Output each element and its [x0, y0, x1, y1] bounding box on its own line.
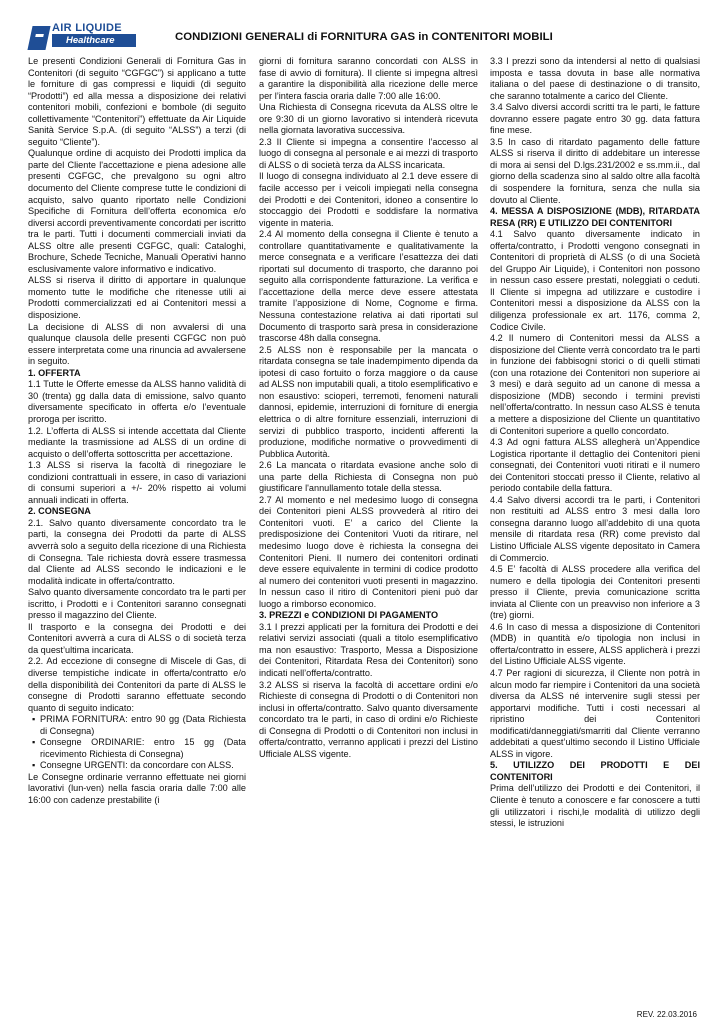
list-item: ▪ Consegne URGENTI: da concordare con ALSS. [28, 760, 246, 772]
paragraph: 2.5 ALSS non è responsabile per la mancata o ritardata consegna se tale inadempimento dipenda da ipotesi di caso fortuito o forza maggiore o da cause ad ALSS non imputabili quali, a titolo esemplificativo e non esaustivo: scioperi, terremoti, fenomeni naturali dannosi, epidemie, interruzioni di forniture di energia elettrica o di altre forniture essenziali, interruzioni di servizi di pubblico trasporto, incidenti afferenti la produzione, modifiche normative o provvedimenti di Pubblica Autorità. [259, 344, 478, 459]
paragraph: 4.3 Ad ogni fattura ALSS allegherà un’Appendice Logistica riportante il dettaglio dei Contenitori pieni consegnati, dei Contenitori vuoti ritirati e il numero dei Contenitori stoccati presso il Cliente, relativo al periodo contabile della fattura. [490, 437, 700, 494]
paragraph: 1.2. L’offerta di ALSS si intende accettata dal Cliente mediante la trasmissione ad ALSS di un ordine di acquisto o dell’offerta sottoscritta per accettazione. [28, 425, 246, 459]
paragraph: ALSS si riserva il diritto di apportare in qualunque momento tutte le modifiche che ritenesse utili ai Prodotti commercializzati ed ai Contenitori messi a disposizione. [28, 275, 246, 321]
paragraph: Una Richiesta di Consegna ricevuta da ALSS oltre le ore 9:30 di un giorno lavorativo si intenderà ricevuta nella giornata lavorativa successiva. [259, 102, 478, 136]
section-heading: 5. UTILIZZO DEI PRODOTTI E DEI CONTENITORI [490, 760, 700, 782]
text-column-2 [259, 56, 478, 1014]
paragraph: 4.2 Il numero di Contenitori messi da ALSS a disposizione del Cliente verrà concordato tra le parti in funzione dei fabbisogni storici o di quelli stimati (con una rotazione dei Contenitori non superiore ai 3 mesi) e darà seguito ad un canone di messa a disposizione (MDB) secondo i termini previsti nell’offerta/contratto. In nessun caso ALSS è tenuta a mettere a disposizione del Cliente un quantitativo di Contenitori superiore a quello concordato. [490, 333, 700, 436]
paragraph: 3.1 I prezzi applicati per la fornitura dei Prodotti e dei relativi servizi associati (quali a titolo esemplificativo ma non esaustivo: Trasporto, Messa a Disposizione dei Contenitori, Ritardata Resa dei Contenitori) sono indicati nell’offerta/contratto. [259, 621, 478, 678]
paragraph: 4.5 E’ facoltà di ALSS procedere alla verifica del numero e della tipologia dei Contenitori presenti presso il Cliente, previa comunicazione scritta inviata al Cliente con un preavviso non inferiore a 3 (tre) giorni. [490, 564, 700, 621]
paragraph: 2.4 Al momento della consegna il Cliente è tenuto a controllare quantitativamente e qualitativamente la merce consegnata e a verificare l’esattezza dei dati riportati sul documento di trasporto, che daranno poi seguito alla corrispondente fatturazione. La verifica e l’accettazione della merce deve essere attestata tramite l’apposizione di Nome, Cognome e firma. Nessuna contestazione relativa ai dati riportati sul Documento di trasporto sarà presa in considerazione trascorse 48h dalla consegna. [259, 229, 478, 344]
paragraph: La decisione di ALSS di non avvalersi di una qualunque clausola delle presenti CGFGC non può essere interpretata come una rinuncia ad avvalersene in seguito. [28, 321, 246, 367]
paragraph: Il luogo di consegna individuato al 2.1 deve essere di facile accesso per i veicoli impiegati nella consegna dei Prodotti e dei Contenitori, idoneo a consentire lo stoccaggio dei Prodotti e soddisfare la normativa vigente in materia. [259, 171, 478, 228]
section-heading: 4. MESSA A DISPOSIZIONE (MDB), RITARDATA RESA (RR) E UTILIZZO DEI CONTENITORI [490, 206, 700, 228]
section-heading: 2. CONSEGNA [28, 506, 91, 517]
paragraph: Prima dell’utilizzo dei Prodotti e dei Contenitori, il Cliente è tenuto a conoscere e far conoscere a tutti gli utilizzatori i rischi,le modalità di utilizzo degli stessi, le istruzioni [490, 783, 700, 829]
text-column-3 [490, 56, 700, 1014]
paragraph: 3.3 I prezzi sono da intendersi al netto di qualsiasi imposta e tassa dovuta in base alle normativa italiana o del paese di destinazione o di transito, che saranno totalmente a carico del Cliente. [490, 56, 700, 101]
paragraph: 2.1. Salvo quanto diversamente concordato tra le parti, la consegna dei Prodotti da parte di ALSS avverrà solo a seguito della ricezione di una Richiesta di Consegna. Tale richiesta dovrà essere trasmessa dal Cliente ad ALSS secondo le indicazioni e le modalità indicate in offerta/contratto. [28, 517, 246, 586]
section-heading: 1. OFFERTA [28, 367, 81, 378]
paragraph: 4.1 Salvo quanto diversamente indicato in offerta/contratto, i Prodotti vengono consegnati in Contenitori di proprietà di ALSS (o di una Società del Gruppo Air Liquide), i Contenitori non possono in nessun caso essere prestati, noleggiati o ceduti. Il Cliente si impegna ad utilizzare e custodire i Contenitori messi a disposizione da ALSS con la diligenza professionale ex art. 1176, comma 2, Codice Civile. [490, 229, 700, 332]
list-item: ▪ PRIMA FORNITURA: entro 90 gg (Data Richiesta di Consegna) [28, 714, 246, 737]
paragraph: 2.3 Il Cliente si impegna a consentire l’accesso al luogo di consegna al personale e ai mezzi di trasporto di ALSS o di società terza da ALSS incaricata. [259, 136, 478, 170]
paragraph: 1.1 Tutte le Offerte emesse da ALSS hanno validità di 30 (trenta) gg dalla data di emissione, salvo quanto diversamente specificato in offerta e/o l’eventuale proroga per iscritto. [28, 379, 246, 424]
paragraph: 3.5 In caso di ritardato pagamento delle fatture ALSS si riserva il diritto di addebitare un interesse di mora ai sensi del D.lgs.231/2002 e ss.mm.ii., dal giorno della scadenza sino al saldo oltre alla facoltà di sospendere la fornitura, senza che nulla sia dovuto al Cliente. [490, 136, 700, 205]
text-column-1 [28, 56, 246, 1014]
paragraph: Salvo quanto diversamente concordato tra le parti per iscritto, i Prodotti e i Contenitori saranno consegnati presso il magazzino del Cliente. [28, 587, 246, 621]
logo-subtitle: Healthcare [52, 34, 136, 47]
paragraph: 1.3 ALSS si riserva la facoltà di rinegoziare le condizioni contrattuali in essere, in caso di variazioni di consumi superiori a +/- 20% rispetto ai volumi annuali indicati in offerta. [28, 460, 246, 505]
list-item: ▪ Consegne ORDINARIE: entro 15 gg (Data ricevimento Richiesta di Consegna) [28, 737, 246, 760]
bullet-list [28, 714, 246, 772]
document-title: CONDIZIONI GENERALI di FORNITURA GAS in CONTENITORI MOBILI [175, 31, 553, 43]
paragraph: 4.7 Per ragioni di sicurezza, il Cliente non potrà in alcun modo far riempire i Contenitori da una società diversa da ALSS né intervenire sugli stessi per apportarvi modifiche. Tutti i costi necessari al ripristino dei Contenitori modificati/danneggiati/smarriti dal Cliente verranno addebitati a quest’ultimo secondo il Listino Ufficiale ALSS in vigore. [490, 667, 700, 759]
paragraph: Le Consegne ordinarie verranno effettuate nei giorni lavorativi (lun-ven) nella fascia oraria dalle 7:00 alle 16:00 con cadenze prestabilite (i [28, 771, 246, 805]
paragraph: 2.7 Al momento e nel medesimo luogo di consegna dei Contenitori pieni ALSS provvederà al ritiro dei Contenitori vuoti. E’ a carico del Cliente la predisposizione dei Contenitori Vuoti da ritirare, nel medesimo luogo dove è richiesta la consegna dei Contenitori Pieni. Il numero dei contenitori ordinati deve essere equivalente in termini di codice prodotto al numero dei contenitori vuoti presenti in magazzino. In nessun caso il ritiro di Contenitori pieni può dar luogo a rimborso economico. [259, 494, 478, 609]
paragraph: 2.2. Ad eccezione di consegne di Miscele di Gas, di diverse tempistiche indicate in offerta/contratto e/o della disponibilità dei Contenitori da parte di ALSS le consegne di Prodotti saranno effettuate secondo quanto di seguito indicato: [28, 656, 246, 713]
paragraph: giorni di fornitura saranno concordati con ALSS in fase di avvio di fornitura). Il cliente si impegna altresì a garantire la disponibilità alla ricezione delle merce per l’intera fascia oraria dalle 7:00 alle 16:00. [259, 56, 478, 101]
air-liquide-logo [30, 22, 138, 52]
logo-mark-icon [27, 26, 50, 50]
paragraph: 3.4 Salvo diversi accordi scritti tra le parti, le fatture dovranno essere pagate entro 30 gg. data fattura fine mese. [490, 102, 700, 136]
paragraph: 4.4 Salvo diversi accordi tra le parti, i Contenitori non restituiti ad ALSS entro 3 mesi dalla loro consegna daranno luogo all’addebito di una quota mensile di ritardata resa (RR) come previsto dal Listino Ufficiale ALSS vigente depositato in Camera di Commercio. [490, 494, 700, 563]
paragraph: Qualunque ordine di acquisto dei Prodotti implica da parte del Cliente l'accettazione e piena adesione alle presenti CGFGC, che prevalgono su ogni altro documento del Cliente comprese tutte le condizioni di acquisto, salvo quanto riportato nelle Condizioni Specifiche di Fornitura dell’offerta economica e/o diversi accordi preventivamente concordati per iscritto tra le parti. Tutti i documenti commerciali inviati da ALSS oltre alle presenti CGFGC, quali: Cataloghi, Brochure, Schede Tecniche, Manuali Operativi hanno esclusivamente valore informativo e indicativo. [28, 148, 246, 274]
paragraph: 4.6 In caso di messa a disposizione di Contenitori (MDB) in quantità e/o tipologia non inclusi in offerta/contratto in essere, ALSS applicherà i prezzi del Listino Ufficiale ALSS vigente. [490, 621, 700, 667]
logo-name: AIR LIQUIDE [52, 22, 122, 34]
paragraph: 2.6 La mancata o ritardata evasione anche solo di una parte della Richiesta di Consegna non può giustificare l'annullamento totale della stessa. [259, 460, 478, 494]
revision-label: REV. 22.03.2016 [636, 1010, 697, 1019]
paragraph: Il trasporto e la consegna dei Prodotti e dei Contenitori avverrà a cura di ALSS o di società terza da quest’ultima incaricata. [28, 621, 246, 655]
paragraph: Le presenti Condizioni Generali di Fornitura Gas in Contenitori (di seguito “CGFGC”) si applicano a tutte le forniture di gas compressi e liquidi (di seguito “Prodotti”) ed alla messa a disposizione dei relativi contenitori mobili, confezioni e bombole (di seguito collettivamente “Contenitori”) effettuate da Air Liquide Sanità Service S.p.A. (di seguito “ALSS”) a terzi (di seguito “Cliente”). [28, 56, 246, 147]
paragraph: 3.2 ALSS si riserva la facoltà di accettare ordini e/o Richieste di consegna di Prodotti o di Contenitori non inclusi in offerta/contratto. Salvo quanto diversamente concordato tra le parti, in caso di ordini e/o Richieste di Consegna di Prodotti o di Contenitori non inclusi in offerta/contratto, verranno applicati i prezzi del Listino Ufficiale ALSS vigente. [259, 679, 478, 759]
section-heading: 3. PREZZI e CONDIZIONI DI PAGAMENTO [259, 610, 439, 621]
